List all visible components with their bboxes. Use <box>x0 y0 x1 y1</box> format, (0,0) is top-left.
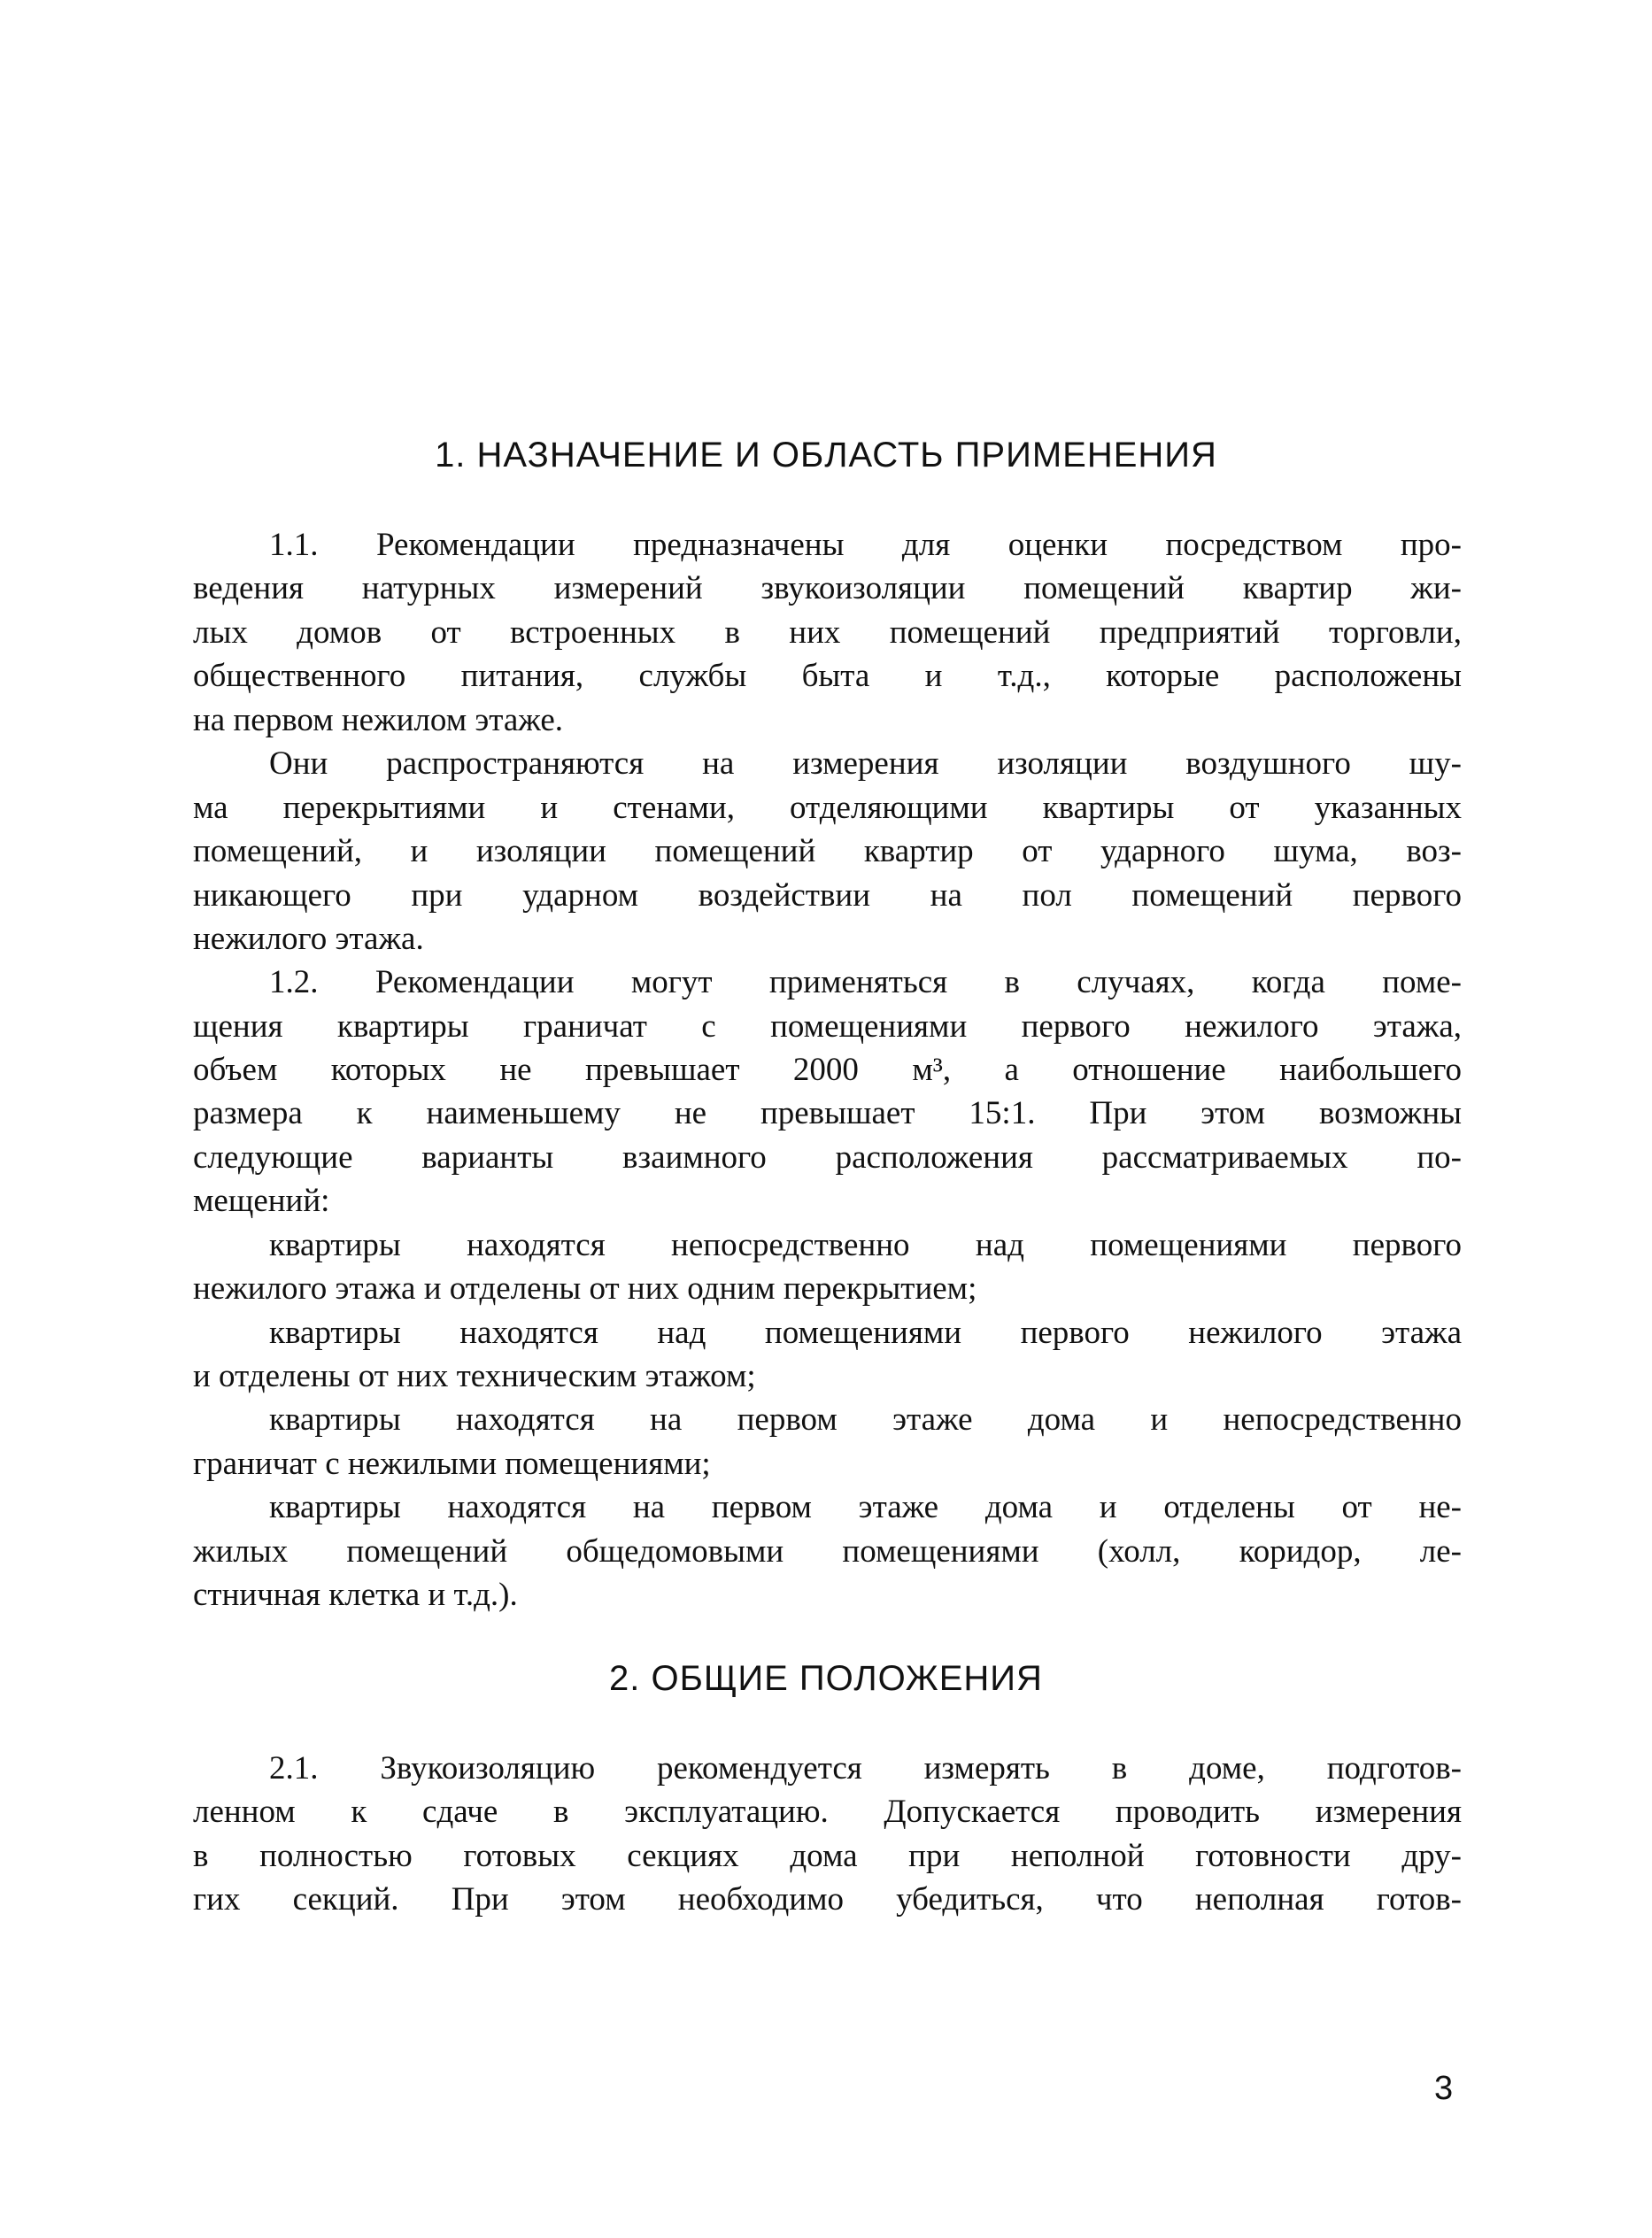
paragraph-line: ведения натурных измерений звукоизоляции помещений квартир жи- <box>193 570 1462 606</box>
paragraph-line: гих секций. При этом необходимо убедиться, что неполная готов- <box>193 1881 1462 1918</box>
list-item-line: граничат с нежилыми помещениями; <box>193 1446 711 1482</box>
list-item-line: квартиры находятся над помещениями первого нежилого этажа <box>269 1315 1462 1351</box>
paragraph-line: на первом нежилом этаже. <box>193 702 564 738</box>
paragraph-line: нежилого этажа. <box>193 921 424 957</box>
paragraph-line: размера к наименьшему не превышает 15:1. При этом возможны <box>193 1095 1462 1131</box>
paragraph-line: никающего при ударном воздействии на пол помещений первого <box>193 877 1462 914</box>
list-item-line: квартиры находятся на первом этаже дома и отделены от не- <box>269 1489 1462 1525</box>
paragraph-line: мещений: <box>193 1183 330 1219</box>
paragraph-line: ленном к сдаче в эксплуатацию. Допускается проводить измерения <box>193 1794 1462 1830</box>
paragraph-line: Они распространяются на измерения изоляции воздушного шу- <box>269 745 1462 782</box>
page-number: 3 <box>1434 2070 1454 2107</box>
paragraph-line: 2.1. Звукоизоляцию рекомендуется измерять в доме, подготов- <box>269 1750 1462 1787</box>
list-item-line: жилых помещений общедомовыми помещениями (холл, коридор, ле- <box>193 1533 1462 1570</box>
section-2-heading: 2. ОБЩИЕ ПОЛОЖЕНИЯ <box>609 1659 1043 1698</box>
paragraph-line: 1.2. Рекомендации могут применяться в случаях, когда поме- <box>269 964 1462 1000</box>
paragraph-line: 1.1. Рекомендации предназначены для оценки посредством про- <box>269 527 1462 563</box>
paragraph-line: лых домов от встроенных в них помещений предприятий торговли, <box>193 614 1462 651</box>
section-1-heading: 1. НАЗНАЧЕНИЕ И ОБЛАСТЬ ПРИМЕНЕНИЯ <box>435 436 1217 475</box>
list-item-line: квартиры находятся непосредственно над помещениями первого <box>269 1227 1462 1263</box>
paragraph-line: в полностью готовых секциях дома при неполной готовности дру- <box>193 1838 1462 1874</box>
paragraph-line: щения квартиры граничат с помещениями первого нежилого этажа, <box>193 1008 1462 1045</box>
paragraph-line: объем которых не превышает 2000 м³, а отношение наибольшего <box>193 1052 1462 1088</box>
list-item-line: стничная клетка и т.д.). <box>193 1577 518 1613</box>
list-item-line: и отделены от них техническим этажом; <box>193 1358 756 1394</box>
list-item-line: нежилого этажа и отделены от них одним перекрытием; <box>193 1270 977 1307</box>
paragraph-line: помещений, и изоляции помещений квартир от ударного шума, воз- <box>193 833 1462 869</box>
paragraph-line: общественного питания, службы быта и т.д., которые расположены <box>193 658 1462 694</box>
paragraph-line: следующие варианты взаимного расположения рассматриваемых по- <box>193 1139 1462 1176</box>
list-item-line: квартиры находятся на первом этаже дома и непосредственно <box>269 1401 1462 1438</box>
paragraph-line: ма перекрытиями и стенами, отделяющими квартиры от указанных <box>193 790 1462 826</box>
